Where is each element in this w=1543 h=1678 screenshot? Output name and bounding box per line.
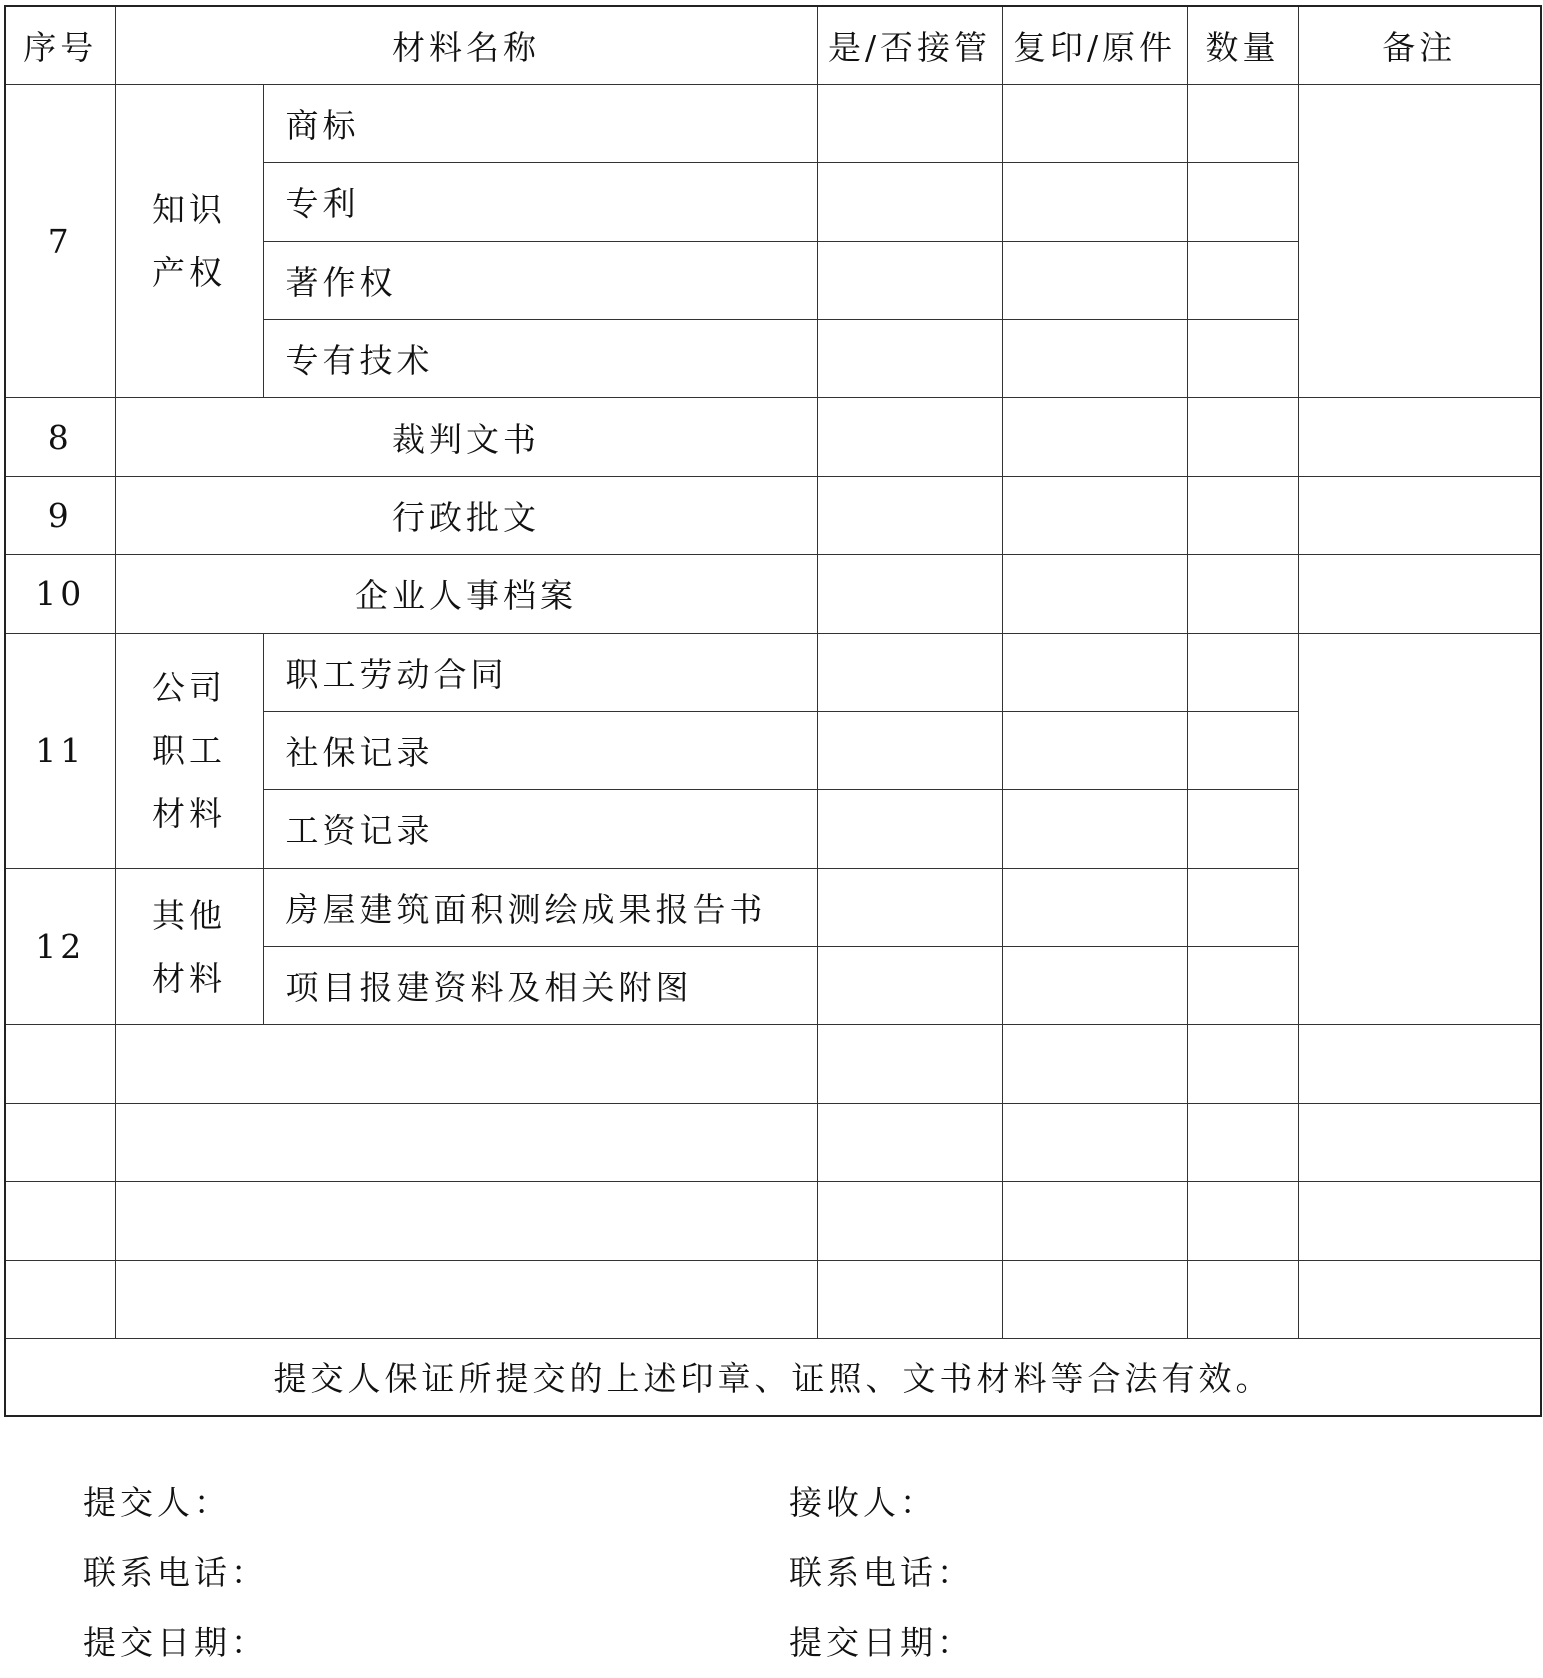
name-cell[interactable] bbox=[115, 1103, 817, 1181]
material-name: 专利 bbox=[263, 163, 817, 241]
receiver-label: 接收人： bbox=[789, 1483, 937, 1522]
category-label: 职工 bbox=[152, 731, 226, 771]
copy-cell[interactable] bbox=[1002, 476, 1187, 554]
seq-cell[interactable] bbox=[5, 1260, 115, 1338]
submitter-label: 提交人： bbox=[83, 1483, 231, 1522]
taken-cell[interactable] bbox=[817, 320, 1002, 398]
material-name: 著作权 bbox=[263, 241, 817, 319]
taken-cell[interactable] bbox=[817, 1182, 1002, 1260]
category-cell bbox=[115, 633, 263, 868]
blank-row bbox=[5, 1260, 1541, 1338]
qty-cell[interactable] bbox=[1187, 868, 1298, 946]
qty-cell[interactable] bbox=[1187, 790, 1298, 868]
material-name: 行政批文 bbox=[115, 476, 817, 554]
qty-cell[interactable] bbox=[1187, 555, 1298, 633]
category-label: 公司 bbox=[152, 668, 226, 708]
statement-row bbox=[5, 1338, 1541, 1416]
note-cell[interactable] bbox=[1298, 1103, 1541, 1181]
taken-cell[interactable] bbox=[817, 868, 1002, 946]
table-row bbox=[5, 633, 1541, 711]
row-number: 8 bbox=[5, 398, 115, 476]
qty-cell[interactable] bbox=[1187, 241, 1298, 319]
submitter-block bbox=[83, 1468, 268, 1678]
category-label: 知识 bbox=[152, 190, 226, 230]
receive-date-label: 提交日期： bbox=[789, 1623, 974, 1662]
blank-row bbox=[5, 1025, 1541, 1103]
table-row bbox=[5, 555, 1541, 633]
taken-cell[interactable] bbox=[817, 1103, 1002, 1181]
note-cell[interactable] bbox=[1298, 1182, 1541, 1260]
material-name: 商标 bbox=[263, 84, 817, 162]
category-cell bbox=[115, 84, 263, 398]
category-label: 材料 bbox=[152, 794, 226, 834]
copy-cell[interactable] bbox=[1002, 947, 1187, 1025]
qty-cell[interactable] bbox=[1187, 1025, 1298, 1103]
header-row bbox=[5, 6, 1541, 84]
table-row bbox=[5, 398, 1541, 476]
material-name: 裁判文书 bbox=[115, 398, 817, 476]
copy-cell[interactable] bbox=[1002, 555, 1187, 633]
qty-cell[interactable] bbox=[1187, 1260, 1298, 1338]
taken-cell[interactable] bbox=[817, 241, 1002, 319]
taken-cell[interactable] bbox=[817, 790, 1002, 868]
row-number: 10 bbox=[5, 555, 115, 633]
name-cell[interactable] bbox=[115, 1182, 817, 1260]
category-label: 材料 bbox=[152, 958, 226, 998]
seq-cell[interactable] bbox=[5, 1025, 115, 1103]
copy-cell[interactable] bbox=[1002, 398, 1187, 476]
qty-cell[interactable] bbox=[1187, 320, 1298, 398]
copy-cell[interactable] bbox=[1002, 163, 1187, 241]
row-number: 7 bbox=[5, 84, 115, 398]
qty-cell[interactable] bbox=[1187, 947, 1298, 1025]
row-number: 12 bbox=[5, 868, 115, 1025]
copy-cell[interactable] bbox=[1002, 711, 1187, 789]
header-seq: 序号 bbox=[5, 6, 115, 84]
receiver-phone-label: 联系电话： bbox=[789, 1553, 974, 1592]
copy-cell[interactable] bbox=[1002, 1182, 1187, 1260]
category-cell bbox=[115, 868, 263, 1025]
material-name: 工资记录 bbox=[263, 790, 817, 868]
qty-cell[interactable] bbox=[1187, 633, 1298, 711]
header-taken: 是/否接管 bbox=[817, 6, 1002, 84]
seq-cell[interactable] bbox=[5, 1103, 115, 1181]
copy-cell[interactable] bbox=[1002, 1025, 1187, 1103]
row-number: 9 bbox=[5, 476, 115, 554]
note-cell[interactable] bbox=[1298, 476, 1541, 554]
submitter-phone-label: 联系电话： bbox=[83, 1553, 268, 1592]
note-cell[interactable] bbox=[1298, 1260, 1541, 1338]
qty-cell[interactable] bbox=[1187, 711, 1298, 789]
copy-cell[interactable] bbox=[1002, 241, 1187, 319]
taken-cell[interactable] bbox=[817, 163, 1002, 241]
note-cell[interactable] bbox=[1298, 84, 1541, 398]
receiver-block bbox=[789, 1468, 974, 1678]
note-cell[interactable] bbox=[1298, 633, 1541, 1025]
material-name: 企业人事档案 bbox=[115, 555, 817, 633]
copy-cell[interactable] bbox=[1002, 1103, 1187, 1181]
material-name: 职工劳动合同 bbox=[263, 633, 817, 711]
taken-cell[interactable] bbox=[817, 555, 1002, 633]
note-cell[interactable] bbox=[1298, 398, 1541, 476]
blank-row bbox=[5, 1103, 1541, 1181]
note-cell[interactable] bbox=[1298, 1025, 1541, 1103]
header-note: 备注 bbox=[1298, 6, 1541, 84]
submit-date-label: 提交日期： bbox=[83, 1623, 268, 1662]
material-name: 项目报建资料及相关附图 bbox=[263, 947, 817, 1025]
taken-cell[interactable] bbox=[817, 947, 1002, 1025]
copy-cell[interactable] bbox=[1002, 868, 1187, 946]
taken-cell[interactable] bbox=[817, 633, 1002, 711]
qty-cell[interactable] bbox=[1187, 163, 1298, 241]
seq-cell[interactable] bbox=[5, 1182, 115, 1260]
qty-cell[interactable] bbox=[1187, 84, 1298, 162]
name-cell[interactable] bbox=[115, 1260, 817, 1338]
row-number: 11 bbox=[5, 633, 115, 868]
header-name: 材料名称 bbox=[115, 6, 817, 84]
copy-cell[interactable] bbox=[1002, 320, 1187, 398]
material-name: 专有技术 bbox=[263, 320, 817, 398]
copy-cell[interactable] bbox=[1002, 633, 1187, 711]
qty-cell[interactable] bbox=[1187, 1103, 1298, 1181]
header-copy: 复印/原件 bbox=[1002, 6, 1187, 84]
qty-cell[interactable] bbox=[1187, 398, 1298, 476]
note-cell[interactable] bbox=[1298, 555, 1541, 633]
category-label: 产权 bbox=[152, 253, 226, 293]
copy-cell[interactable] bbox=[1002, 790, 1187, 868]
name-cell[interactable] bbox=[115, 1025, 817, 1103]
taken-cell[interactable] bbox=[817, 398, 1002, 476]
copy-cell[interactable] bbox=[1002, 84, 1187, 162]
taken-cell[interactable] bbox=[817, 1025, 1002, 1103]
category-label: 其他 bbox=[152, 895, 226, 935]
header-qty: 数量 bbox=[1187, 6, 1298, 84]
qty-cell[interactable] bbox=[1187, 476, 1298, 554]
taken-cell[interactable] bbox=[817, 84, 1002, 162]
taken-cell[interactable] bbox=[817, 1260, 1002, 1338]
copy-cell[interactable] bbox=[1002, 1260, 1187, 1338]
material-name: 社保记录 bbox=[263, 711, 817, 789]
material-name: 房屋建筑面积测绘成果报告书 bbox=[263, 868, 817, 946]
blank-row bbox=[5, 1182, 1541, 1260]
taken-cell[interactable] bbox=[817, 476, 1002, 554]
taken-cell[interactable] bbox=[817, 711, 1002, 789]
qty-cell[interactable] bbox=[1187, 1182, 1298, 1260]
statement-text: 提交人保证所提交的上述印章、证照、文书材料等合法有效。 bbox=[5, 1338, 1541, 1416]
handover-table bbox=[4, 5, 1542, 1417]
table-row bbox=[5, 476, 1541, 554]
table-row bbox=[5, 84, 1541, 162]
